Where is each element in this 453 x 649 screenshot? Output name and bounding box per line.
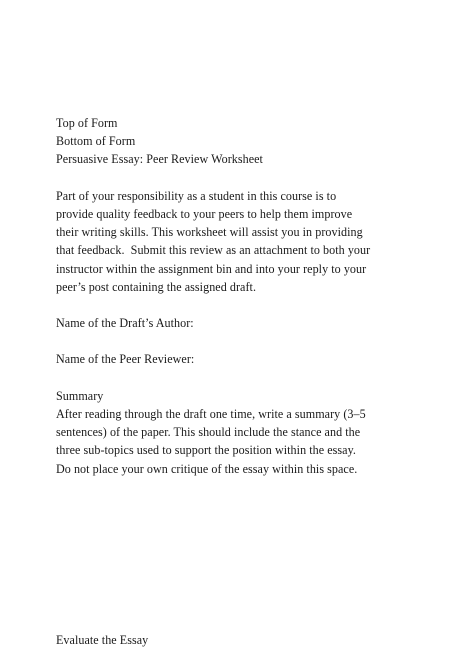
summary-line: sentences) of the paper. This should include the stance and the xyxy=(56,425,361,440)
intro-line: peer’s post containing the assigned draft. xyxy=(56,279,257,294)
author-name-label: Name of the Draft’s Author: xyxy=(56,316,194,331)
intro-paragraph xyxy=(56,187,406,296)
document-body xyxy=(56,114,406,649)
intro-line: their writing skills. This worksheet will assist you in providing xyxy=(56,225,363,240)
reviewer-name-label: Name of the Peer Reviewer: xyxy=(56,352,195,367)
bottom-of-form-marker: Bottom of Form xyxy=(56,134,136,149)
spacer xyxy=(56,296,406,314)
intro-line: Part of your responsibility as a student in this course is to xyxy=(56,188,337,203)
top-of-form-marker: Top of Form xyxy=(56,116,118,130)
intro-line: provide quality feedback to your peers to help them improve xyxy=(56,206,353,221)
spacer xyxy=(56,169,406,187)
summary-instructions xyxy=(56,405,406,478)
intro-line: instructor within the assignment bin and into your reply to your xyxy=(56,261,367,276)
summary-line: Do not place your own critique of the essay within this space. xyxy=(56,461,358,476)
spacer xyxy=(56,332,406,350)
spacer xyxy=(56,369,406,387)
summary-answer-space xyxy=(56,478,406,631)
document-title: Persuasive Essay: Peer Review Worksheet xyxy=(56,152,263,167)
evaluate-heading: Evaluate the Essay xyxy=(56,632,149,647)
intro-line: that feedback. Submit this review as an attachment to both your xyxy=(56,243,371,258)
summary-line: three sub-topics used to support the position within the essay. xyxy=(56,443,356,458)
summary-heading: Summary xyxy=(56,388,104,403)
summary-line: After reading through the draft one time, write a summary (3–5 xyxy=(56,407,366,421)
